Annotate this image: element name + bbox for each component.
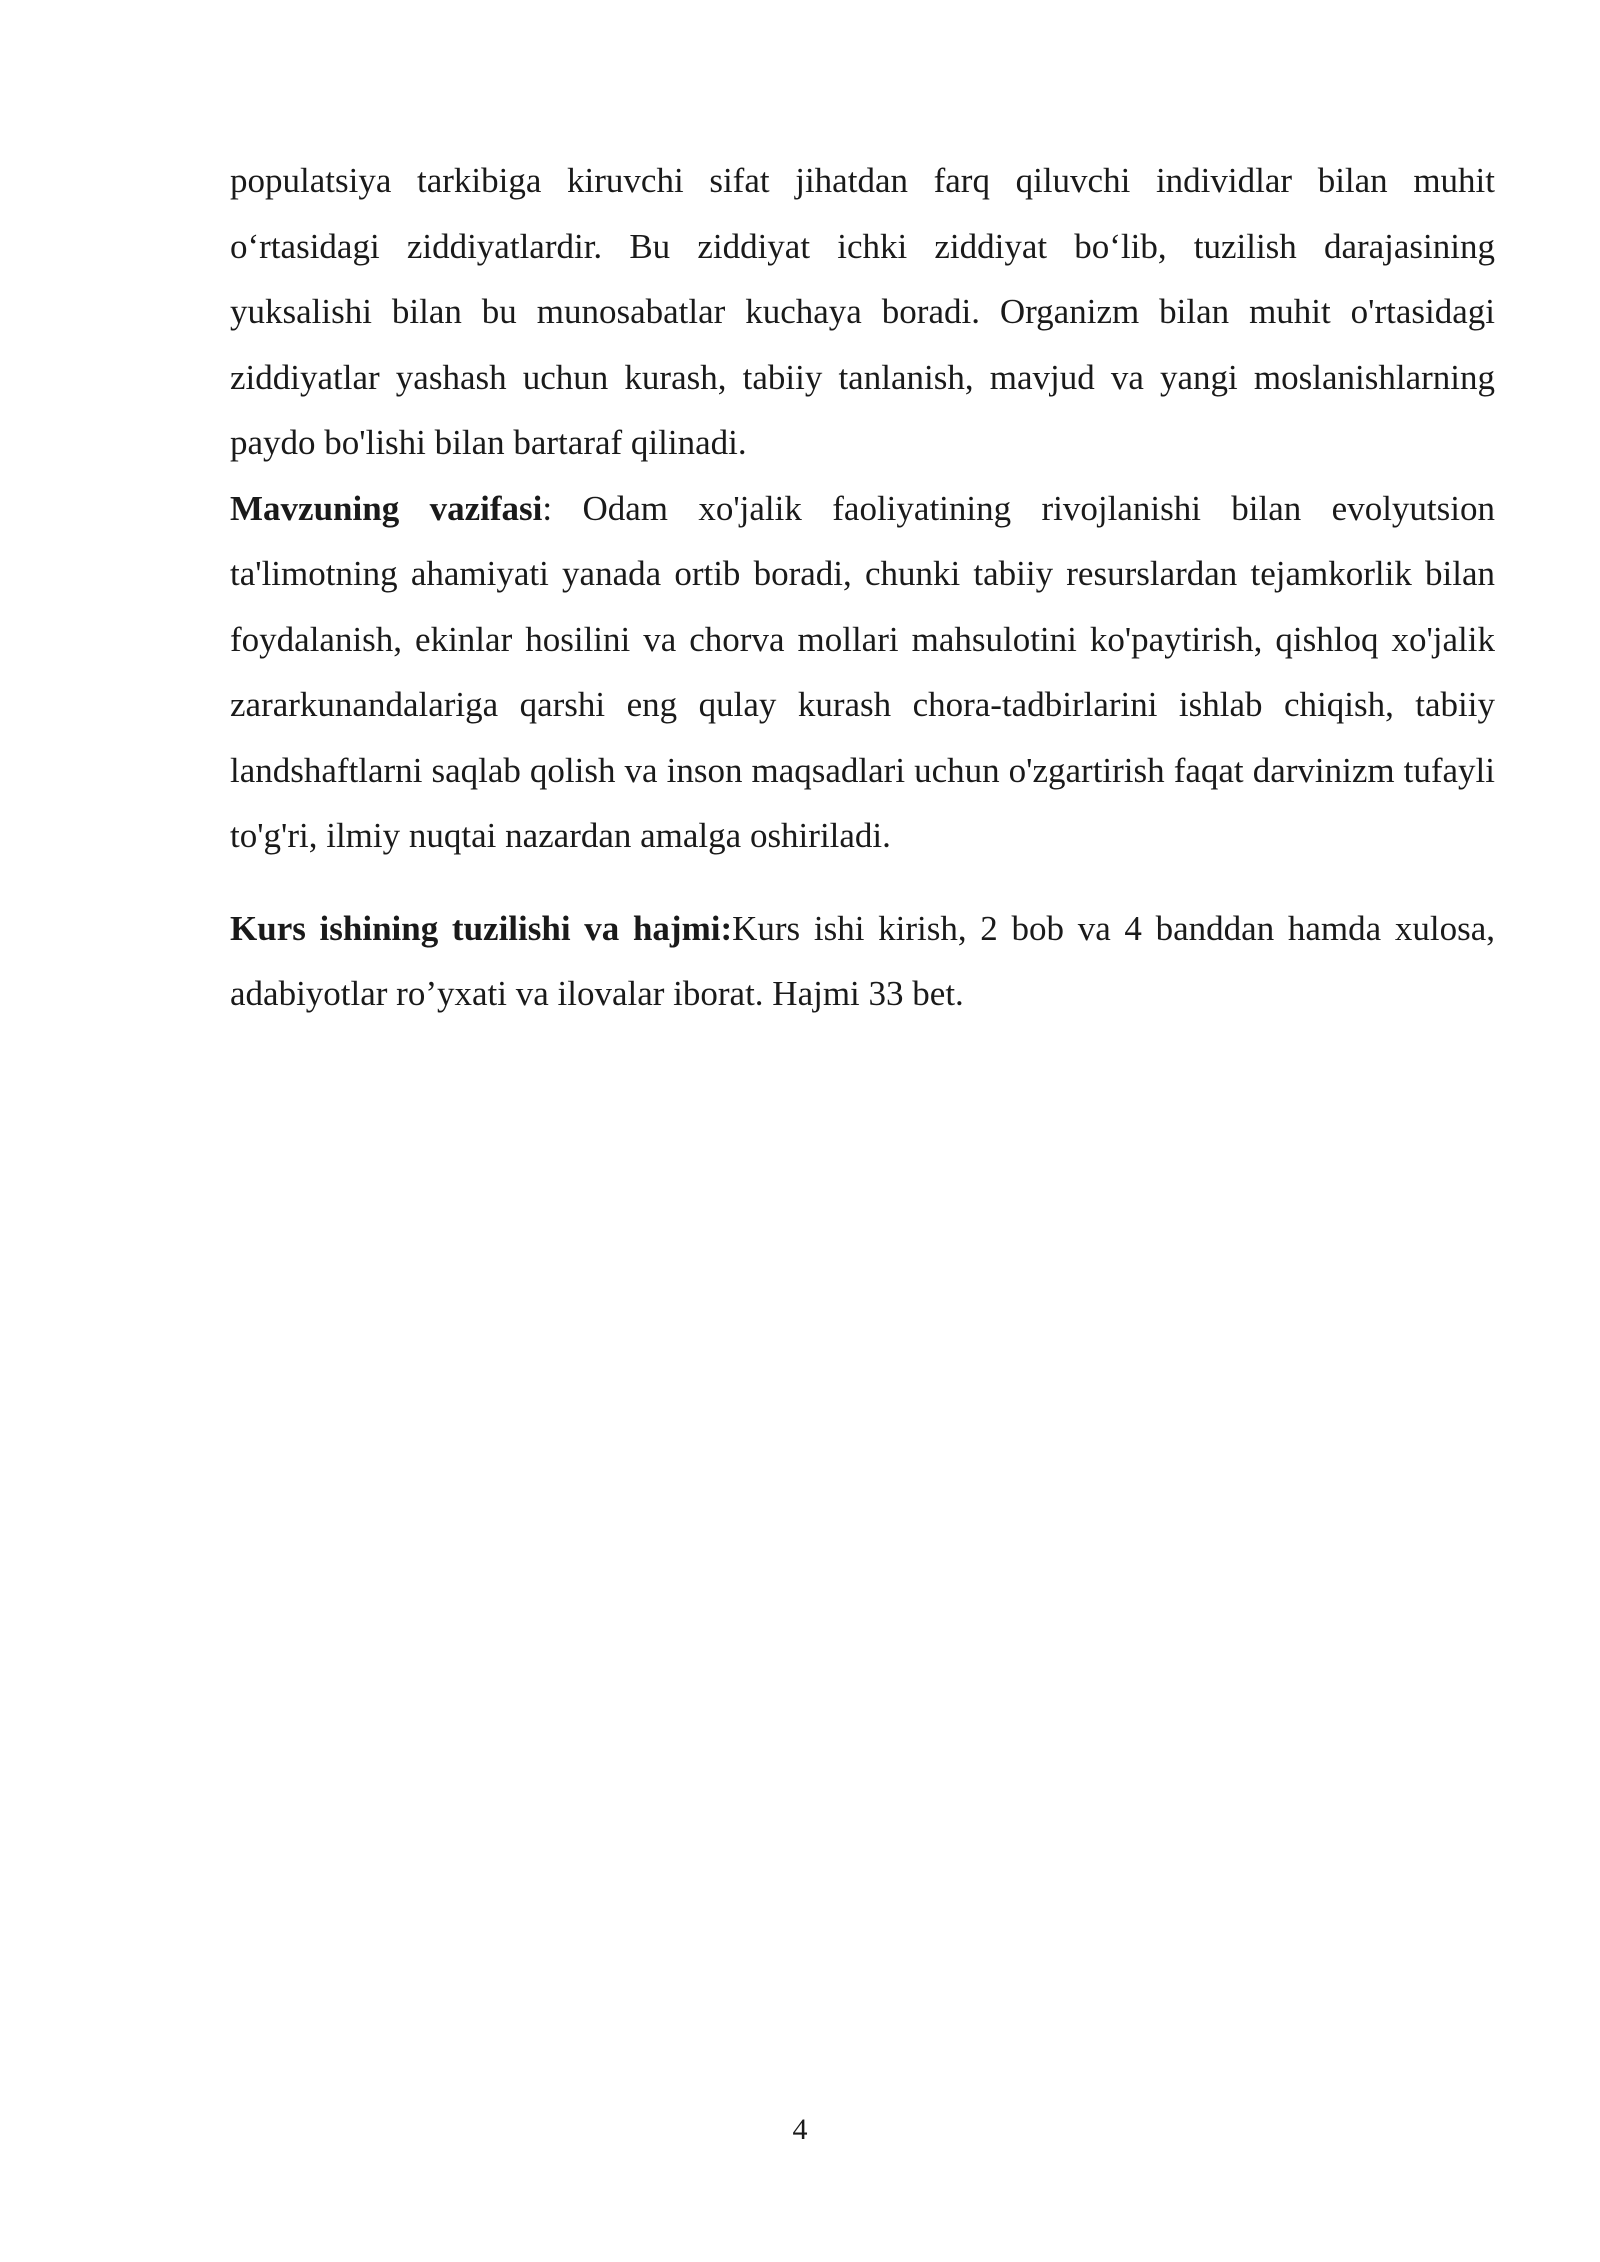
paragraph-task [230, 476, 1495, 869]
page-number: 4 [792, 2113, 808, 2146]
paragraph-structure [230, 896, 1495, 1027]
paragraph-structure-heading: Kurs ishining tuzilishi va hajmi: [230, 908, 733, 948]
paragraph-task-text: : Odam xo'jalik faoliyatining rivojlanishi bilan evolyutsion ta'limotning ahamiyati yanada ortib boradi, chunki tabiiy resurslardan tejamkorlik bilan foydalanish, ekinlar hosilini va chorva mollari mahsulotini ko'paytirish, qishloq xo'jalik zararkunandalariga qarshi eng qulay kurash chora-tadbirlarini ishlab chiqish, tabiiy landshaftlarni saqlab qolish va inson maqsadlari uchun o'zgartirish faqat darvinizm tufayli to'g'ri, ilmiy nuqtai nazardan amalga oshiriladi. [230, 488, 1496, 855]
paragraph-task-heading: Mavzuning vazifasi [230, 488, 543, 528]
paragraph-structure-text: Kurs ishi kirish, 2 bob va 4 banddan hamda xulosa, adabiyotlar ro’yxati va ilovalar iborat. Hajmi 33 bet. [230, 908, 1496, 1013]
paragraph-intro: populatsiya tarkibiga kiruvchi sifat jihatdan farq qiluvchi individlar bilan muhit o‘rtasidagi ziddiyatlardir. Bu ziddiyat ichki ziddiyat bo‘lib, tuzilish darajasining yuksalishi bilan bu munosabatlar kuchaya boradi. Organizm bilan muhit o'rtasidagi ziddiyatlar yashash uchun kurash, tabiiy tanlanish, mavjud va yangi moslanishlarning paydo bo'lishi bilan bartaraf qilinadi. [230, 161, 1495, 462]
page-content [230, 148, 1495, 1027]
